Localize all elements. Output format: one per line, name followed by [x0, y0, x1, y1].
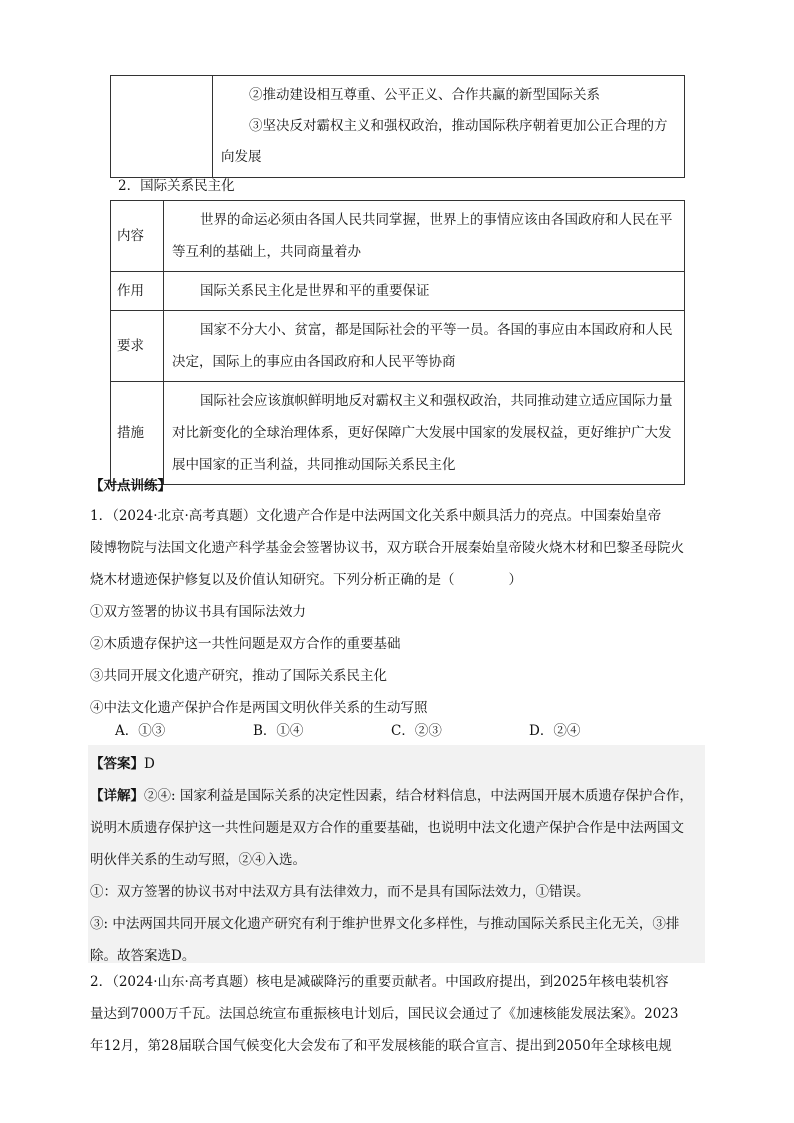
- democratization-table: [110, 200, 685, 485]
- detail-line: ②④: 国家利益是国际关系的决定性因素，结合材料信息，中法两国开展木质遗存保护合作，: [144, 788, 693, 804]
- statement: ④中法文化遗产保护合作是两国文明伙伴关系的生动写照: [90, 700, 428, 716]
- row-label: 措施: [111, 382, 164, 485]
- detail-line: 除。故答案选D。: [90, 948, 196, 964]
- table-row: [111, 272, 685, 311]
- question-2: [90, 966, 705, 1062]
- list-item: ②推动建设相互尊重、公平正义、合作共赢的新型国际关系: [249, 87, 600, 103]
- continuation-table: [110, 75, 685, 178]
- question-stem-line: 烧木材遗迹保护修复以及价值认知研究。下列分析正确的是（ ）: [90, 572, 522, 588]
- detail-line: 说明木质遗存保护这一共性问题是双方合作的重要基础，也说明中法文化遗产保护合作是中法两国文: [90, 820, 684, 836]
- table-row: [111, 311, 685, 382]
- row-content: 国家不分大小、贫富，都是国际社会的平等一员。各国的事应由本国政府和人民决定，国际上的事应由各国政府和人民平等协商: [164, 311, 685, 382]
- row-label: 内容: [111, 201, 164, 272]
- table-row: [111, 201, 685, 272]
- question-1: [90, 500, 705, 724]
- question-stem-line: 陵博物院与法国文化遗产科学基金会签署协议书，双方联合开展秦始皇帝陵火烧木材和巴黎圣母院火: [90, 540, 684, 556]
- question-stem-line: 年12月，第28届联合国气候变化大会发布了和平发展核能的联合宣言、提出到2050年全球核电规: [90, 1038, 672, 1054]
- statement: ②木质遗存保护这一共性问题是双方合作的重要基础: [90, 636, 401, 652]
- statement: ①双方签署的协议书具有国际法效力: [90, 604, 306, 620]
- detail-line: ③: 中法两国共同开展文化遗产研究有利于维护世界文化多样性，与推动国际关系民主化无关，③排: [90, 916, 680, 932]
- empty-label-cell: [111, 76, 213, 178]
- row-label: 作用: [111, 272, 164, 311]
- option-a: A．①③: [115, 723, 166, 739]
- detail-line: 明伙伴关系的生动写照，②④入选。: [90, 852, 306, 868]
- list-item: ③坚决反对霸权主义和强权政治，推动国际秩序朝着更加公正合理的方向发展: [221, 118, 668, 165]
- statement: ③共同开展文化遗产研究，推动了国际关系民主化: [90, 668, 387, 684]
- content-cell: [213, 76, 685, 178]
- row-content: 国际社会应该旗帜鲜明地反对霸权主义和强权政治，共同推动建立适应国际力量对比新变化的全球治理体系，更好保障广大发展中国家的发展权益，更好维护广大发展中国家的正当利益，共同推动国际关系民主化: [164, 382, 685, 485]
- detail-line: ①：双方签署的协议书对中法双方具有法律效力，而不是具有国际法效力，①错误。: [90, 884, 590, 900]
- question-stem-line: 1．（2024·北京·高考真题）文化遗产合作是中法两国文化关系中颇具活力的亮点。中国秦始皇帝: [90, 508, 662, 524]
- question-stem-line: 2．（2024·山东·高考真题）核电是减碳降污的重要贡献者。中国政府提出，到2025年核电装机容: [90, 974, 669, 990]
- answer-section: [90, 748, 705, 972]
- detail-label: 【详解】: [90, 788, 144, 804]
- row-label: 要求: [111, 311, 164, 382]
- row-content: 国际关系民主化是世界和平的重要保证: [164, 272, 685, 311]
- answer-options: [115, 717, 675, 745]
- row-content: 世界的命运必须由各国人民共同掌握，世界上的事情应该由各国政府和人民在平等互利的基础上，共同商量着办: [164, 201, 685, 272]
- option-b: B．①④: [253, 723, 304, 739]
- option-d: D．②④: [529, 723, 581, 739]
- practice-title: 【对点训练】: [90, 478, 171, 494]
- option-c: C．②③: [391, 723, 442, 739]
- answer-value: D: [144, 756, 155, 772]
- answer-label: 【答案】: [90, 756, 144, 772]
- question-stem-line: 量达到7000万千瓦。法国总统宣布重振核电计划后，国民议会通过了《加速核能发展法案》。2023: [90, 1006, 679, 1022]
- section-heading: 2．国际关系民主化: [118, 178, 235, 194]
- table-row: [111, 382, 685, 485]
